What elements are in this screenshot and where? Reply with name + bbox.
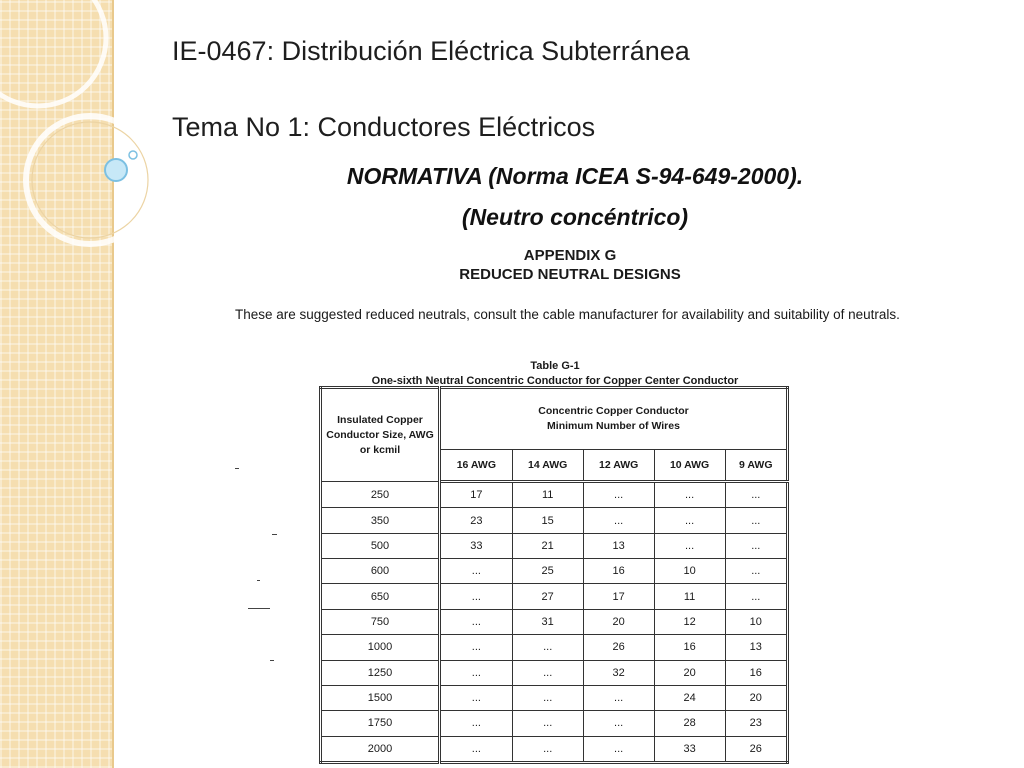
table-row xyxy=(321,584,788,609)
wire-count-cell: ... xyxy=(440,559,513,584)
wire-count-cell: 16 xyxy=(654,635,725,660)
wire-count-cell: 27 xyxy=(512,584,583,609)
small-bubble-icon xyxy=(129,151,137,159)
wire-count-cell: 13 xyxy=(725,635,787,660)
wire-count-cell: 28 xyxy=(654,711,725,736)
wire-count-cell: 26 xyxy=(725,736,787,762)
wire-count-cell: 10 xyxy=(725,609,787,634)
table-row xyxy=(321,736,788,762)
table-body xyxy=(321,482,788,763)
wire-count-cell: ... xyxy=(512,660,583,685)
wire-count-cell: ... xyxy=(440,685,513,710)
wire-count-cell: ... xyxy=(654,482,725,508)
wire-count-cell: ... xyxy=(512,711,583,736)
group-header-line1: Concentric Copper Conductor xyxy=(538,405,689,417)
wire-count-cell: 23 xyxy=(725,711,787,736)
wire-count-cell: ... xyxy=(583,482,654,508)
wire-count-cell: 15 xyxy=(512,508,583,533)
table-row xyxy=(321,482,788,508)
wire-count-cell: ... xyxy=(725,584,787,609)
wire-count-cell: ... xyxy=(583,736,654,762)
conductor-size-cell: 600 xyxy=(321,559,440,584)
table-title: One-sixth Neutral Concentric Conductor for Copper Center Conductor xyxy=(371,375,739,387)
conductor-size-cell: 250 xyxy=(321,482,440,508)
table-header-row xyxy=(321,388,788,450)
wire-count-cell: ... xyxy=(512,736,583,762)
wire-count-cell: 17 xyxy=(583,584,654,609)
wire-count-cell: ... xyxy=(654,508,725,533)
wire-count-cell: ... xyxy=(440,736,513,762)
table-row xyxy=(321,685,788,710)
wire-count-cell: 10 xyxy=(654,559,725,584)
standard-subheading: (Neutro concéntrico) xyxy=(461,204,689,230)
appendix-subtitle: REDUCED NEUTRAL DESIGNS xyxy=(459,266,681,283)
wire-count-cell: 20 xyxy=(583,609,654,634)
size-column-header: Insulated Copper Conductor Size, AWG or kcmil xyxy=(321,388,440,482)
wire-count-cell: ... xyxy=(440,711,513,736)
wire-count-cell: 23 xyxy=(440,508,513,533)
conductor-size-cell: 350 xyxy=(321,508,440,533)
wire-count-cell: ... xyxy=(654,533,725,558)
wire-count-cell: ... xyxy=(440,635,513,660)
wire-count-cell: 25 xyxy=(512,559,583,584)
conductor-size-cell: 1250 xyxy=(321,660,440,685)
column-header: 12 AWG xyxy=(583,450,654,482)
conductor-size-cell: 1000 xyxy=(321,635,440,660)
wire-count-cell: 21 xyxy=(512,533,583,558)
table-row xyxy=(321,609,788,634)
standard-heading: NORMATIVA (Norma ICEA S-94-649-2000). xyxy=(346,163,804,189)
wire-count-cell: 33 xyxy=(440,533,513,558)
reduced-neutral-table xyxy=(319,386,789,764)
conductor-size-cell: 750 xyxy=(321,609,440,634)
group-header xyxy=(440,388,788,450)
column-header: 16 AWG xyxy=(440,450,513,482)
wire-count-cell: 31 xyxy=(512,609,583,634)
wire-count-cell: 20 xyxy=(725,685,787,710)
table-row xyxy=(321,711,788,736)
wire-count-cell: ... xyxy=(512,685,583,710)
wire-count-cell: ... xyxy=(440,584,513,609)
wire-count-cell: ... xyxy=(725,533,787,558)
scanned-document xyxy=(200,236,920,768)
wire-count-cell: ... xyxy=(725,559,787,584)
conductor-size-cell: 2000 xyxy=(321,736,440,762)
column-header: 14 AWG xyxy=(512,450,583,482)
table-row xyxy=(321,660,788,685)
wire-count-cell: ... xyxy=(725,508,787,533)
wire-count-cell: ... xyxy=(583,685,654,710)
conductor-size-cell: 1750 xyxy=(321,711,440,736)
conductor-size-cell: 1500 xyxy=(321,685,440,710)
table-row xyxy=(321,533,788,558)
intro-paragraph: These are suggested reduced neutrals, consult the cable manufacturer for availability and suitability of neutrals. xyxy=(235,307,900,322)
table-row xyxy=(321,508,788,533)
wire-count-cell: 20 xyxy=(654,660,725,685)
wire-count-cell: 33 xyxy=(654,736,725,762)
appendix-title: APPENDIX G xyxy=(523,247,617,264)
wire-count-cell: ... xyxy=(583,508,654,533)
wire-count-cell: 16 xyxy=(583,559,654,584)
conductor-size-cell: 500 xyxy=(321,533,440,558)
wire-count-cell: ... xyxy=(583,711,654,736)
table-label: Table G-1 xyxy=(530,360,580,372)
wire-count-cell: ... xyxy=(725,482,787,508)
wire-count-cell: 32 xyxy=(583,660,654,685)
decorative-sidebar xyxy=(0,0,113,768)
column-header: 10 AWG xyxy=(654,450,725,482)
wire-count-cell: 16 xyxy=(725,660,787,685)
wire-count-cell: 26 xyxy=(583,635,654,660)
wire-count-cell: ... xyxy=(440,609,513,634)
column-header: 9 AWG xyxy=(725,450,787,482)
table-row xyxy=(321,559,788,584)
group-header-line2: Minimum Number of Wires xyxy=(547,420,680,432)
conductor-size-cell: 650 xyxy=(321,584,440,609)
wire-count-cell: 11 xyxy=(654,584,725,609)
slide-topic: Tema No 1: Conductores Eléctricos xyxy=(172,112,596,142)
wire-count-cell: 24 xyxy=(654,685,725,710)
wire-count-cell: ... xyxy=(512,635,583,660)
sidebar-edge xyxy=(112,0,114,768)
wire-count-cell: 17 xyxy=(440,482,513,508)
wire-count-cell: 11 xyxy=(512,482,583,508)
wire-count-cell: 13 xyxy=(583,533,654,558)
wire-count-cell: 12 xyxy=(654,609,725,634)
table-row xyxy=(321,635,788,660)
slide-title: IE-0467: Distribución Eléctrica Subterránea xyxy=(172,36,690,66)
wire-count-cell: ... xyxy=(440,660,513,685)
